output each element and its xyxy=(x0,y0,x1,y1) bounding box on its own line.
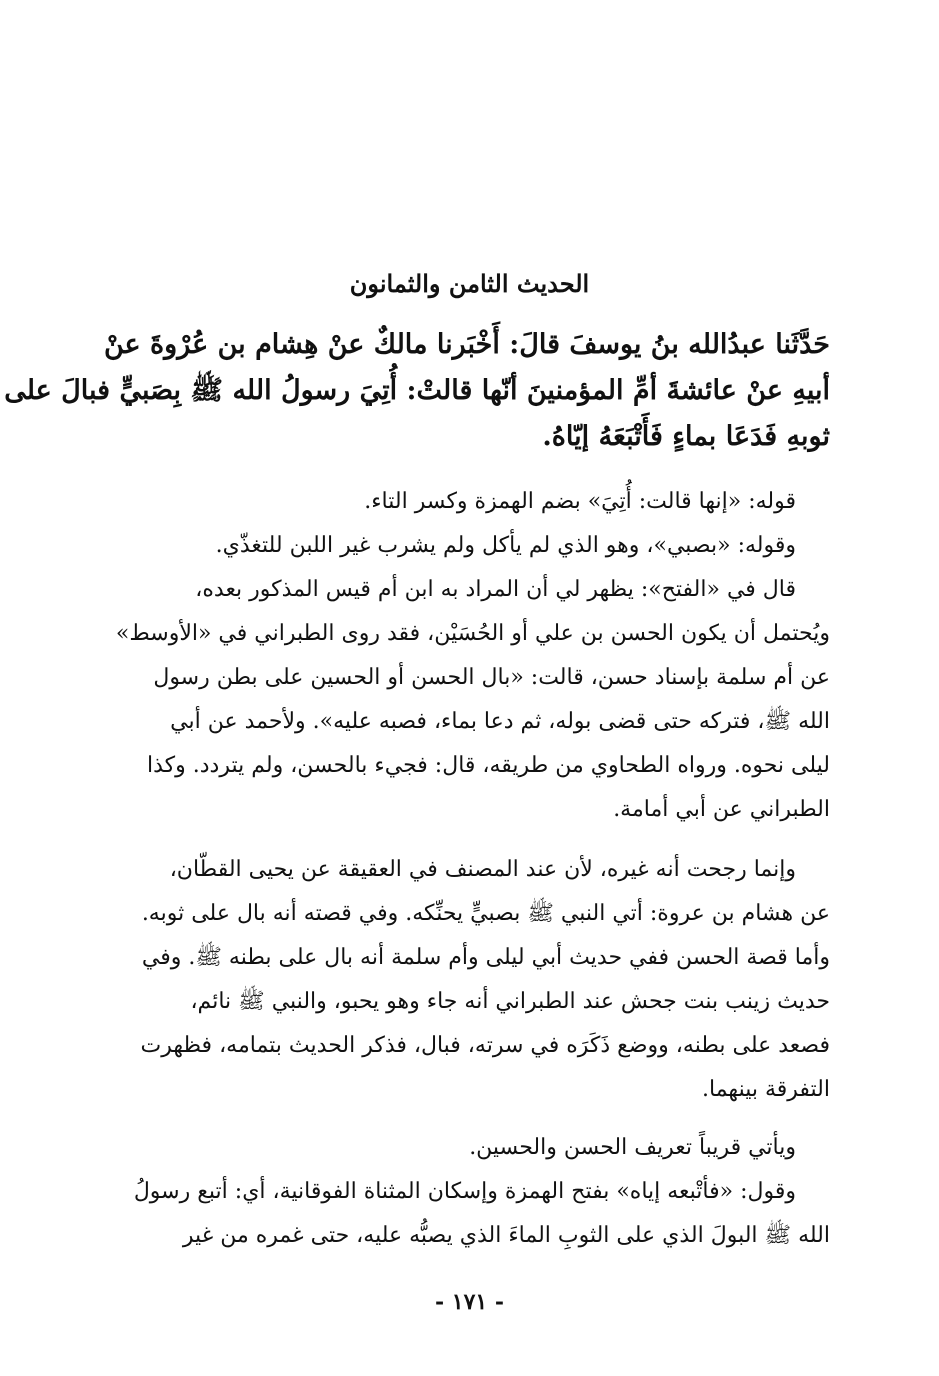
text-line: الله ﷺ البولَ الذي على الثوبِ الماءَ الذي يصبُّه عليه، حتى غمره من غير xyxy=(182,1223,830,1248)
text-line: عن أم سلمة بإسناد حسن، قالت: «بال الحسن أو الحسين على بطن رسول xyxy=(153,665,830,690)
text-line: قوله: «إنها قالت: أُتِيَ» بضم الهمزة وكسر التاء. xyxy=(364,489,796,514)
text-line: الله ﷺ، فتركه حتى قضى بوله، ثم دعا بماء، فصبه عليه». ولأحمد عن أبي xyxy=(170,709,830,734)
text-line: حديث زينب بنت جحش عند الطبراني أنه جاء وهو يحبو، والنبي ﷺ نائم، xyxy=(190,989,830,1014)
text-line: قال في «الفتح»: يظهر لي أن المراد به ابن أم قيس المذكور بعده، xyxy=(195,577,796,602)
commentary-paragraph-3 xyxy=(133,1126,830,1258)
text-line: وأما قصة الحسن ففي حديث أبي ليلى وأم سلمة أنه بال على بطنه ﷺ. وفي xyxy=(141,945,830,970)
text-line: وقول: «فأتْبعه إياه» بفتح الهمزة وإسكان المثناة الفوقانية، أي: أتبع رسولُ xyxy=(133,1179,796,1204)
commentary-paragraph-2 xyxy=(140,848,830,1112)
hadith-line: حَدَّثَنا عبدُالله بنُ يوسفَ قالَ: أَخْبَرنا مالكٌ عنْ هِشام بن عُرْوةَ عنْ xyxy=(103,329,830,360)
hadith-line: ثوبهِ فَدَعَا بماءٍ فَأَتْبَعَهُ إيّاهُ. xyxy=(542,421,830,452)
commentary-paragraph-1 xyxy=(115,480,830,832)
text-line: ليلى نحوه. ورواه الطحاوي من طريقه، قال: فجيء بالحسن، ولم يتردد. وكذا xyxy=(147,753,830,778)
page-number: - ١٧١ - xyxy=(434,1289,505,1315)
text-line: التفرقة بينهما. xyxy=(702,1077,830,1102)
page-title: الحديث الثامن والثمانون xyxy=(349,269,590,298)
text-line: عن هشام بن عروة: أتي النبي ﷺ بصبيٍّ يحنِّكه. وفي قصته أنه بال على ثوبه. xyxy=(141,901,830,926)
text-line: وإنما رجحت أنه غيره، لأن عند المصنف في العقيقة عن يحيى القطّان، xyxy=(169,857,796,882)
text-line: ويُحتمل أن يكون الحسن بن علي أو الحُسَيْن، فقد روى الطبراني في «الأوسط» xyxy=(115,621,830,646)
text-line: وقوله: «بصبي»، وهو الذي لم يأكل ولم يشرب غير اللبن للتغذّي. xyxy=(215,533,796,558)
hadith-line: أبيهِ عنْ عائشةَ أمِّ المؤمنينَ أنّها قالتْ: أُتِيَ رسولُ الله ﷺ بِصَبيٍّ فبالَ على xyxy=(4,375,830,406)
text-line: ويأتي قريباً تعريف الحسن والحسين. xyxy=(469,1135,796,1160)
text-line: الطبراني عن أبي أمامة. xyxy=(613,797,830,822)
text-line: فصعد على بطنه، ووضع ذَكَرَه في سرته، فبال، فذكر الحديث بتمامه، فظهرت xyxy=(140,1033,830,1058)
hadith-text xyxy=(4,322,830,460)
